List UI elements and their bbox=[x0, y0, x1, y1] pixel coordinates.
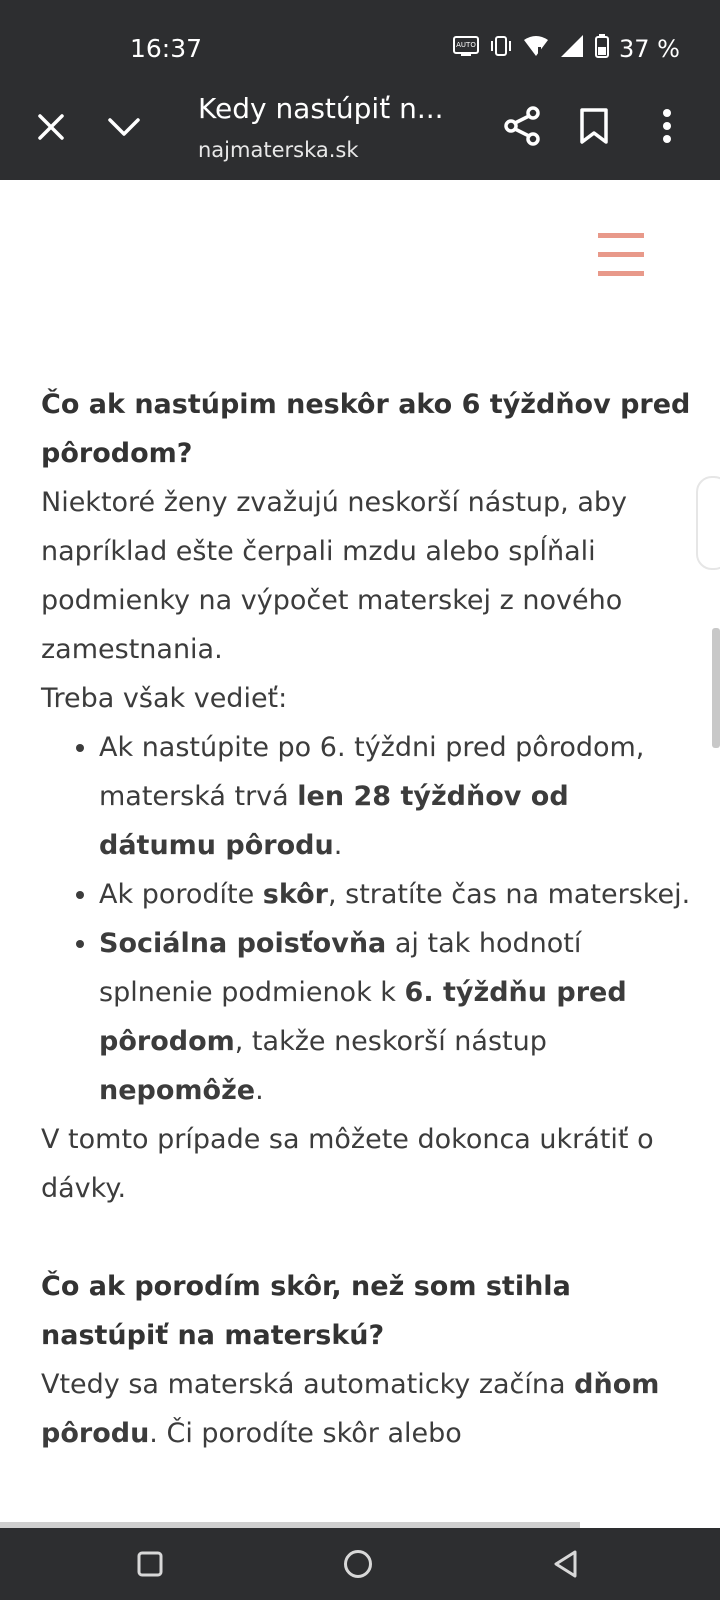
section-outro: V tomto prípade sa môžete dokonca ukrátiť o dávky. bbox=[41, 1124, 654, 1204]
svg-text:AUTO: AUTO bbox=[456, 41, 476, 49]
section-heading-late-start: Čo ak nastúpim neskôr ako 6 týždňov pred pôrodom? bbox=[41, 389, 691, 469]
section-heading-early-birth: Čo ak porodím skôr, než som stihla nastúpiť na materskú? bbox=[41, 1271, 571, 1351]
status-icons bbox=[453, 34, 680, 63]
status-time: 16:37 bbox=[130, 34, 203, 63]
edge-panel-handle[interactable] bbox=[696, 476, 720, 570]
page-url[interactable]: najmaterska.sk bbox=[198, 138, 359, 162]
section-intro: Niektoré ženy zvažujú neskorší nástup, aby napríklad ešte čerpali mzdu alebo spĺňali podmienky na výpočet materskej z nového zamestnania. bbox=[41, 487, 628, 665]
article-body bbox=[41, 380, 691, 1458]
auto-hz-icon bbox=[453, 35, 479, 62]
hamburger-menu-icon[interactable] bbox=[598, 233, 644, 277]
signal-icon bbox=[559, 34, 585, 63]
share-icon[interactable] bbox=[500, 104, 544, 148]
status-bar bbox=[0, 0, 720, 92]
vertical-scrollbar[interactable] bbox=[712, 628, 720, 748]
web-content[interactable] bbox=[0, 180, 720, 1528]
list-item: • Sociálna poisťovňa aj tak hodnotí splnenie podmienok k 6. týždňu pred pôrodom, takže neskorší nástup nepomôže. bbox=[99, 919, 691, 1115]
more-vert-icon[interactable] bbox=[652, 104, 682, 148]
chevron-down-icon[interactable] bbox=[104, 110, 144, 144]
battery-percent: 37 % bbox=[619, 34, 680, 63]
section-lead: Treba však vedieť: bbox=[41, 683, 288, 714]
section2-text: Vtedy sa materská automaticky začína dňom pôrodu. Či porodíte skôr alebo bbox=[41, 1369, 660, 1449]
wifi-icon bbox=[523, 35, 549, 62]
list-item: • Ak porodíte skôr, stratíte čas na materskej. bbox=[99, 870, 691, 919]
vibrate-icon bbox=[489, 35, 513, 62]
list-item: • Ak nastúpite po 6. týždni pred pôrodom, materská trvá len 28 týždňov od dátumu pôrodu. bbox=[99, 723, 691, 870]
recents-square-icon[interactable] bbox=[126, 1540, 174, 1588]
back-triangle-icon[interactable] bbox=[542, 1540, 590, 1588]
system-nav-bar bbox=[0, 1528, 720, 1600]
bullet-list bbox=[41, 723, 691, 1115]
battery-icon bbox=[595, 34, 609, 63]
page-title[interactable]: Kedy nastúpiť n... bbox=[198, 92, 444, 125]
bookmark-icon[interactable] bbox=[576, 104, 612, 148]
custom-tab-toolbar bbox=[0, 92, 720, 180]
home-circle-icon[interactable] bbox=[334, 1540, 382, 1588]
close-icon[interactable] bbox=[34, 110, 68, 144]
